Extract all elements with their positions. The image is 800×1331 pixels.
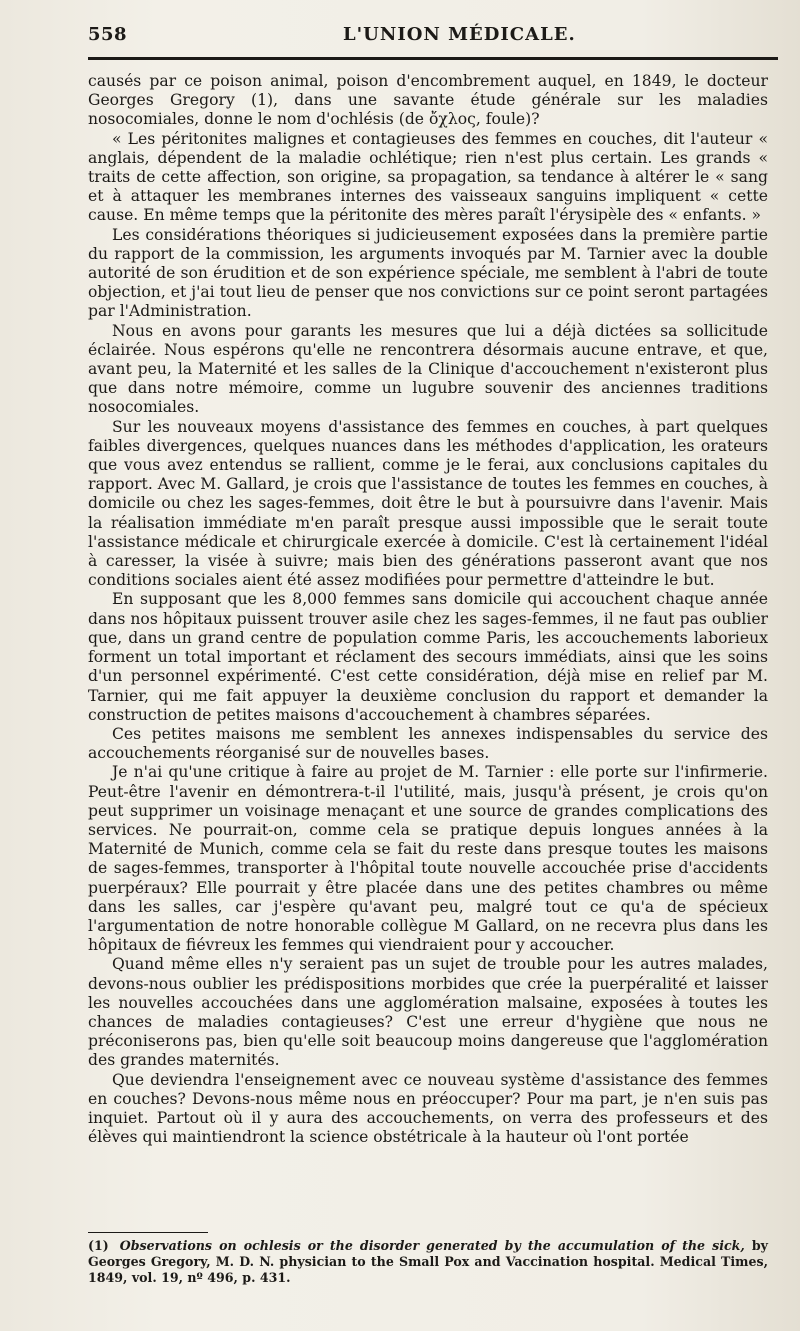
paragraph-7: Ces petites maisons me semblent les annexes indispensables du service des accouchements réorganisé sur de nouvelles bases. — [88, 724, 768, 763]
running-title: L'UNION MÉDICALE. — [343, 24, 576, 45]
header-rule — [88, 57, 778, 60]
paragraph-9: Quand même elles n'y seraient pas un sujet de trouble pour les autres malades, devons-nous oublier les prédispositions morbides que crée la puerpéralité et laisser les nouvelles accouchées dans une agglomération malsaine, exposées à toutes les chances de maladies contagieuses? C'est une erreur d'hygiène que nous ne préconiserons pas, bien qu'elle soit beaucoup moins dangereuse que l'agglomération des grandes maternités. — [88, 955, 768, 1070]
footnote-marker: (1) — [88, 1238, 109, 1253]
footnote-rule — [88, 1232, 208, 1233]
body-text — [88, 72, 768, 1147]
page-header — [88, 20, 778, 48]
footnote-citation: by Georges Gregory, M. D. N. physician to the Small Pox and Vaccination hospital. Medical Times, 1849, vol. 19, nº 496, p. 431. — [88, 1238, 768, 1285]
footnote — [88, 1238, 768, 1286]
paragraph-1: causés par ce poison animal, poison d'encombrement auquel, en 1849, le docteur Georges Gregory (1), dans une savante étude générale sur les maladies nosocomiales, donne le nom d'ochlésis (de ὄχλος, foule)? — [88, 72, 768, 129]
paragraph-6: En supposant que les 8,000 femmes sans domicile qui accouchent chaque année dans nos hôpitaux puissent trouver asile chez les sages-femmes, il ne faut pas oublier que, dans un grand centre de population comme Paris, les accouchements laborieux forment un total important et réclament des secours immédiats, ainsi que les soins d'un personnel expérimenté. C'est cette considération, déjà mise en relief par M. Tarnier, qui me fait appuyer la deuxième conclusion du rapport et demander la construction de petites maisons d'accouchement à chambres séparées. — [88, 590, 768, 724]
paragraph-5: Sur les nouveaux moyens d'assistance des femmes en couches, à part quelques faibles divergences, quelques nuances dans les méthodes d'application, les orateurs que vous avez entendus se rallient, comme je le ferai, aux conclusions capitales du rapport. Avec M. Gallard, je crois que l'assistance de toutes les femmes en couches, à domicile ou chez les sages-femmes, doit être le but à poursuivre dans l'avenir. Mais la réalisation immédiate m'en paraît presque aussi impossible que le serait toute l'assistance médicale et chirurgicale exercée à domicile. C'est là certainement l'idéal à caresser, la visée à suivre; mais bien des générations passeront avant que nos conditions sociales aient été assez modifiées pour permettre d'atteindre le but. — [88, 417, 768, 590]
footnote-title: Observations on ochlesis or the disorder generated by the accumulation of the sick, — [119, 1238, 745, 1253]
paragraph-3: Les considérations théoriques si judicieusement exposées dans la première partie du rapport de la commission, les arguments invoqués par M. Tarnier avec la double autorité de son érudition et de son expérience spéciale, me semblent à l'abri de toute objection, et j'ai tout lieu de penser que nos convictions sur ce point seront partagées par l'Administration. — [88, 225, 768, 321]
page-number: 558 — [88, 24, 128, 45]
paragraph-10: Que deviendra l'enseignement avec ce nouveau système d'assistance des femmes en couches? Devons-nous même nous en préoccuper? Pour ma part, je n'en suis pas inquiet. Partout où il y aura des accouchements, on verra des professeurs et des élèves qui maintiendront la science obstétricale à la hauteur où l'ont portée — [88, 1070, 768, 1147]
paragraph-4: Nous en avons pour garants les mesures que lui a déjà dictées sa sollicitude éclairée. Nous espérons qu'elle ne rencontrera désormais aucune entrave, et que, avant peu, la Maternité et les salles de la Clinique d'accouchement n'existeront plus que dans notre mémoire, comme un lugubre souvenir des anciennes traditions nosocomiales. — [88, 321, 768, 417]
paragraph-8: Je n'ai qu'une critique à faire au projet de M. Tarnier : elle porte sur l'infirmerie. Peut-être l'avenir en démontrera-t-il l'utilité, mais, jusqu'à présent, je crois qu'on peut supprimer un voisinage menaçant et une source de grandes complications des services. Ne pourrait-on, comme cela se pratique depuis longues années à la Maternité de Munich, comme cela se fait du reste dans presque toutes les maisons de sages-femmes, transporter à l'hôpital toute nouvelle accouchée prise d'accidents puerpéraux? Elle pourrait y être placée dans une des petites chambres ou même dans les salles, car j'espère qu'avant peu, malgré tout ce qu'a de spécieux l'argumentation de notre honorable collègue M Gallard, on ne recevra plus dans les hôpitaux de fiévreux les femmes qui viendraient pour y accoucher. — [88, 763, 768, 955]
paragraph-quote: « Les péritonites malignes et contagieuses des femmes en couches, dit l'auteur « anglais, dépendent de la maladie ochlétique; rien n'est plus certain. Les grands « traits de cette affection, son origine, sa propagation, sa tendance à altérer le « sang et à attaquer les membranes internes des vaisseaux sanguins impliquent « cette cause. En même temps que la péritonite des mères paraît l'érysipèle des « enfants. » — [88, 129, 768, 225]
